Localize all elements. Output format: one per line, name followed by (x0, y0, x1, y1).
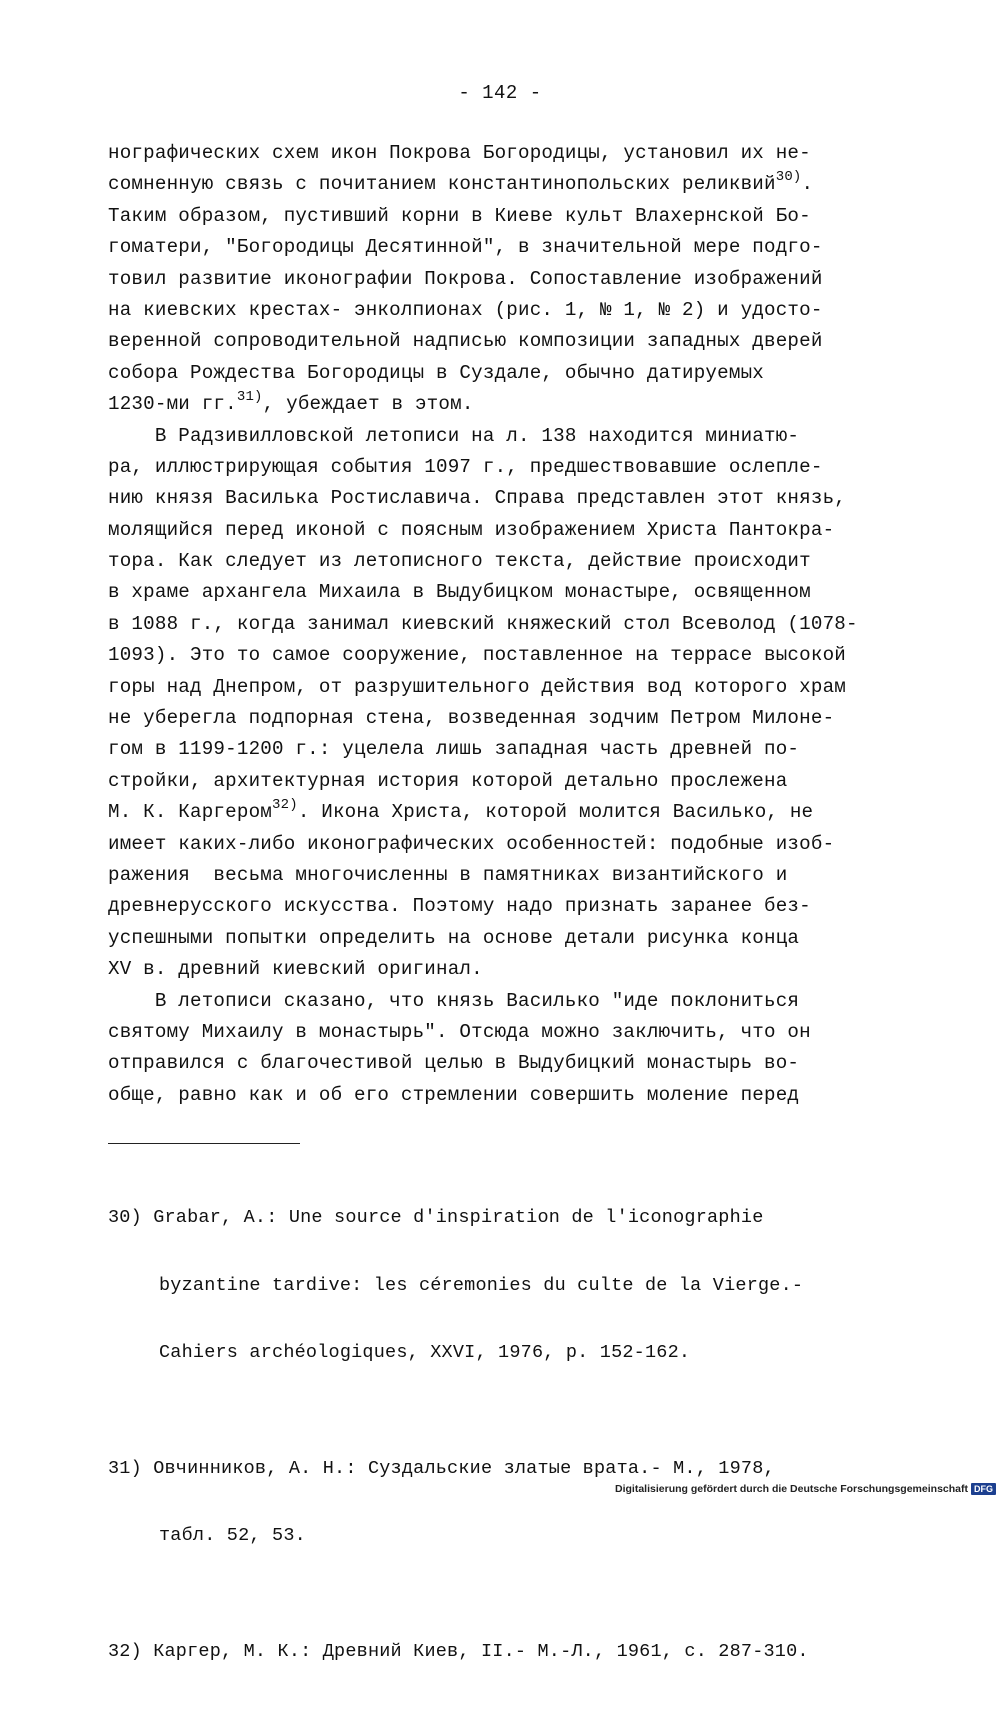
text-line: молящийся перед иконой с поясным изображением Христа Пантокра- (108, 518, 835, 541)
text-line: XV в. древний киевский оригинал. (108, 958, 483, 981)
text-line: ражения весьма многочисленны в памятниках византийского и (108, 863, 788, 886)
footnote-line: 30) Grabar, A.: Une source d'inspiration de l'iconographie (108, 1207, 764, 1228)
main-text (108, 138, 938, 1111)
footnote-ref[interactable]: 30) (775, 169, 802, 186)
text-line: Таким образом, пустивший корни в Киеве культ Влахернской Бо- (108, 204, 811, 227)
footnote-32 (108, 1596, 938, 1709)
footnote-ref[interactable]: 31) (236, 389, 263, 406)
footnote-31 (108, 1413, 938, 1593)
text-line: М. К. Каргером$^{32)}$. Икона Христа, которой молится Василько, не (108, 797, 814, 824)
text-line: горы над Днепром, от разрушительного действия вод которого храм (108, 675, 847, 698)
text-line: веренной сопроводительной надписью композиции западных дверей (108, 330, 823, 353)
page-number: - 142 - (458, 82, 542, 104)
footnote-line: 32) Каргер, М. К.: Древний Киев, II.- М.-Л., 1961, с. 287-310. (108, 1640, 809, 1662)
credit-text: Digitalisierung gefördert durch die Deutsche Forschungsgemeinschaft (615, 1483, 968, 1495)
text-line: товил развитие иконографии Покрова. Сопоставление изображений (108, 267, 823, 290)
paragraph (108, 421, 938, 986)
text-line: не уберегла подпорная стена, возведенная зодчим Петром Милоне- (108, 707, 835, 730)
text-line: В Радзивилловской летописи на л. 138 находится миниатю- (108, 424, 800, 447)
paragraph (108, 986, 938, 1112)
dfg-logo-icon: DFG (971, 1483, 996, 1495)
text-line: нографических схем икон Покрова Богородицы, установил их не- (108, 142, 811, 164)
text-line: 1230-ми гг.$^{31)}$, убеждает в этом. (108, 389, 474, 416)
footnotes (108, 1162, 938, 1711)
footnote-line: 31) Овчинников, А. Н.: Суздальские златые врата.- М., 1978, (108, 1457, 775, 1479)
text-line: 1093). Это то самое сооружение, поставленное на террасе высокой (108, 644, 847, 667)
text-line: гоматери, "Богородицы Десятинной", в значительной мере подго- (108, 236, 823, 259)
footnote-30 (108, 1162, 938, 1410)
text-line: имеет каких-либо иконографических особенностей: подобные изоб- (108, 832, 835, 855)
text-line: древнерусского искусства. Поэтому надо признать заранее без- (108, 895, 811, 918)
digitization-credit (615, 1483, 996, 1495)
text-line: святому Михаилу в монастырь". Отсюда можно заключить, что он (108, 1020, 811, 1043)
text-line: обще, равно как и об его стремлении совершить моление перед (108, 1083, 800, 1106)
text-line: отправился с благочестивой целью в Выдубицкий монастырь во- (108, 1052, 800, 1075)
footnote-ref[interactable]: 32) (272, 797, 298, 814)
footnote-line: Cahiers archéologiques, XXVI, 1976, p. 152-162. (159, 1342, 691, 1363)
text-line: успешными попытки определить на основе детали рисунка конца (108, 926, 800, 949)
text-line: нию князя Василька Ростиславича. Справа представлен этот князь, (108, 487, 847, 510)
text-line: на киевских крестах- энколпионах (рис. 1, № 1, № 2) и удосто- (108, 298, 823, 321)
text-line: собора Рождества Богородицы в Суздале, обычно датируемых (108, 361, 765, 384)
footnote-line: табл. 52, 53. (159, 1525, 306, 1546)
footnote-divider (108, 1143, 300, 1144)
text-line: в 1088 г., когда занимал киевский княжеский стол Всеволод (1078- (108, 612, 858, 635)
footnote-line: byzantine tardive: les céremonies du culte de la Vierge.- (159, 1274, 804, 1296)
text-line: ра, иллюстрирующая события 1097 г., предшествовавшие ослепле- (108, 455, 823, 478)
text-line: в храме архангела Михаила в Выдубицком монастыре, освященном (108, 581, 811, 604)
text-line: В летописи сказано, что князь Василько "иде поклониться (108, 989, 800, 1012)
text-line: сомненную связь с почитанием константинопольских реликвий$^{30)}$. (108, 169, 814, 196)
paragraph (108, 138, 938, 421)
text-line: стройки, архитектурная история которой детально прослежена (108, 769, 788, 792)
text-line: гом в 1199-1200 г.: уцелела лишь западная часть древней по- (108, 738, 800, 761)
text-line: тора. Как следует из летописного текста, действие происходит (108, 550, 811, 573)
